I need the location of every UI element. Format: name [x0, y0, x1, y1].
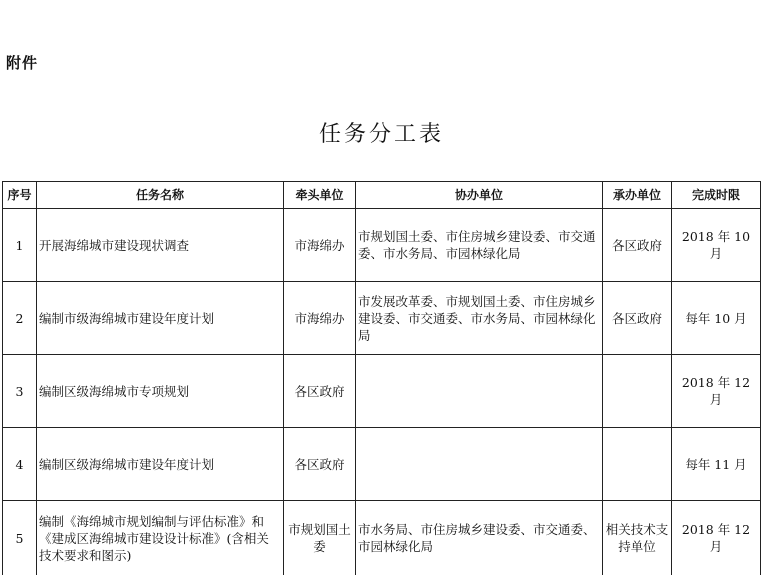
cell-task: 编制区级海绵城市建设年度计划: [37, 428, 284, 501]
cell-lead: 各区政府: [284, 355, 356, 428]
column-header: 完成时限: [672, 182, 761, 209]
cell-undertake: 相关技术支持单位: [603, 501, 672, 575]
column-header: 序号: [3, 182, 37, 209]
cell-assist: [356, 355, 603, 428]
cell-deadline: 2018 年 12 月: [672, 355, 761, 428]
table-row: [3, 282, 761, 355]
column-header: 牵头单位: [284, 182, 356, 209]
cell-no: 2: [3, 282, 37, 355]
cell-assist: [356, 428, 603, 501]
cell-lead: 各区政府: [284, 428, 356, 501]
cell-lead: 市海绵办: [284, 282, 356, 355]
cell-task: 开展海绵城市建设现状调查: [37, 209, 284, 282]
cell-undertake: 各区政府: [603, 282, 672, 355]
table-row: [3, 428, 761, 501]
cell-lead: 市规划国土委: [284, 501, 356, 575]
table-row: [3, 355, 761, 428]
cell-undertake: [603, 355, 672, 428]
cell-assist: 市水务局、市住房城乡建设委、市交通委、市园林绿化局: [356, 501, 603, 575]
cell-task: 编制《海绵城市规划编制与评估标准》和《建成区海绵城市建设设计标准》(含相关技术要求和图示): [37, 501, 284, 575]
task-table: [2, 181, 761, 575]
cell-lead: 市海绵办: [284, 209, 356, 282]
attachment-label: 附件: [6, 52, 38, 73]
cell-task: 编制区级海绵城市专项规划: [37, 355, 284, 428]
column-header: 协办单位: [356, 182, 603, 209]
cell-assist: 市规划国土委、市住房城乡建设委、市交通委、市水务局、市园林绿化局: [356, 209, 603, 282]
column-header: 承办单位: [603, 182, 672, 209]
cell-deadline: 2018 年 10 月: [672, 209, 761, 282]
cell-undertake: 各区政府: [603, 209, 672, 282]
cell-deadline: 2018 年 12 月: [672, 501, 761, 575]
cell-task: 编制市级海绵城市建设年度计划: [37, 282, 284, 355]
cell-undertake: [603, 428, 672, 501]
cell-no: 1: [3, 209, 37, 282]
column-header: 任务名称: [37, 182, 284, 209]
cell-deadline: 每年 10 月: [672, 282, 761, 355]
table-row: [3, 501, 761, 575]
table-header-row: [3, 182, 761, 209]
cell-no: 5: [3, 501, 37, 575]
cell-deadline: 每年 11 月: [672, 428, 761, 501]
cell-no: 4: [3, 428, 37, 501]
cell-no: 3: [3, 355, 37, 428]
cell-assist: 市发展改革委、市规划国土委、市住房城乡建设委、市交通委、市水务局、市园林绿化局: [356, 282, 603, 355]
page-title: 任务分工表: [0, 117, 763, 148]
table-row: [3, 209, 761, 282]
